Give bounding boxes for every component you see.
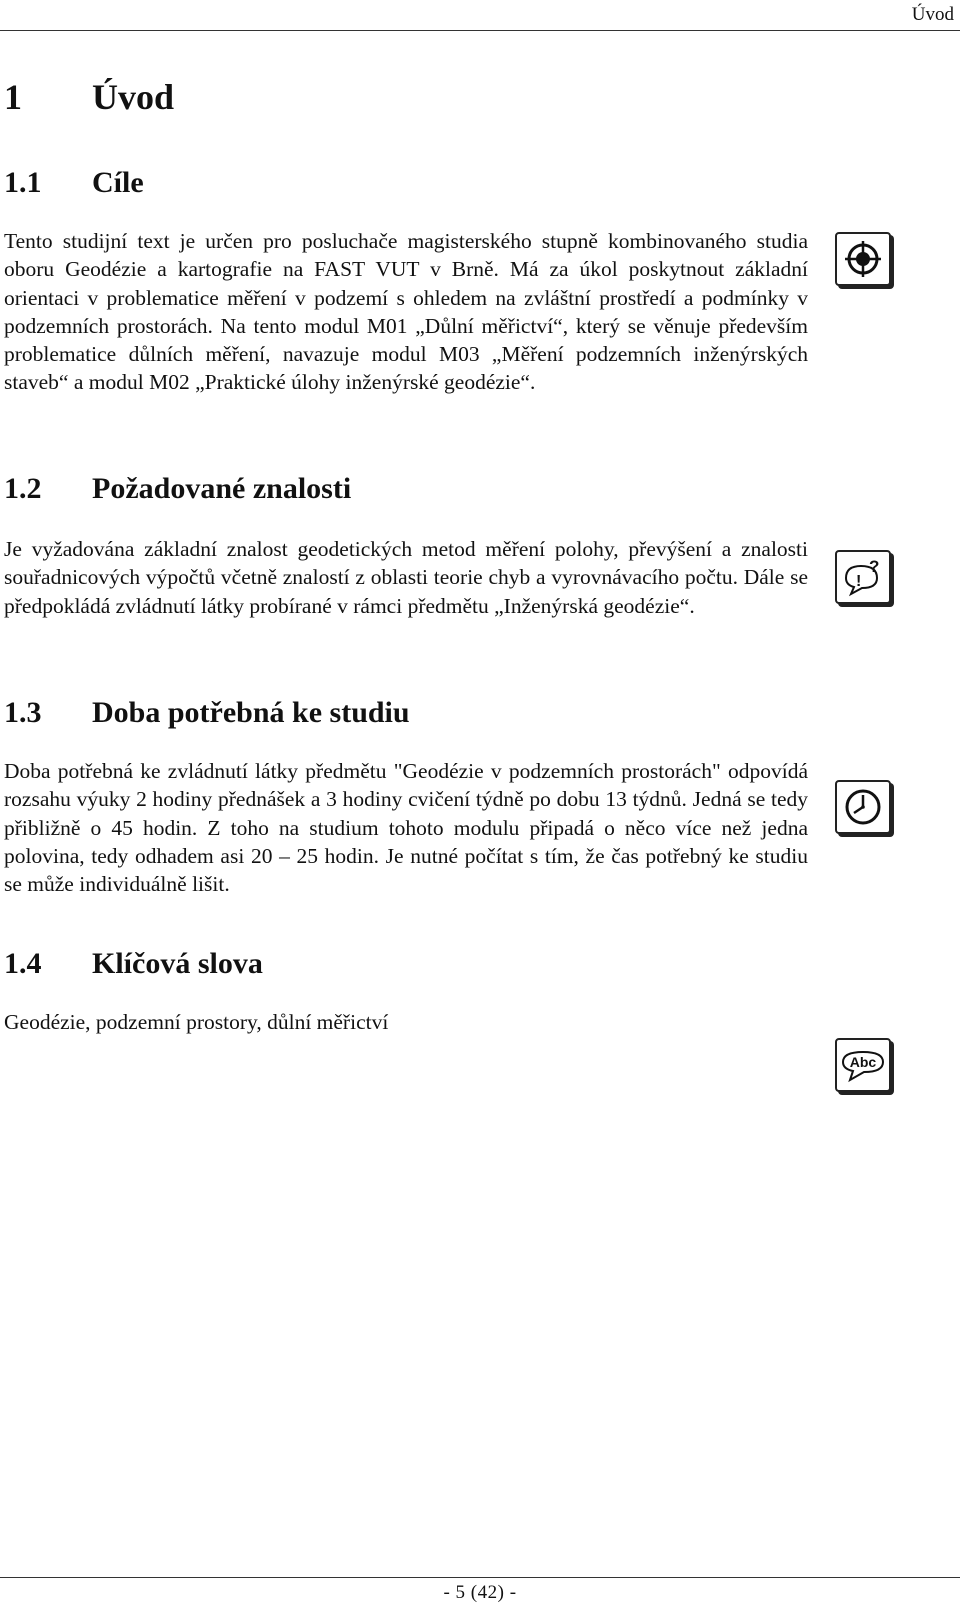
section-title: Požadované znalosti bbox=[92, 472, 352, 505]
section-title: Doba potřebná ke studiu bbox=[92, 696, 410, 729]
chapter-title bbox=[4, 76, 174, 118]
abc-icon-label: Abc bbox=[849, 1054, 877, 1070]
question-speech-icon bbox=[835, 550, 891, 604]
section-number: 1.2 bbox=[4, 472, 42, 505]
abc-speech-icon bbox=[835, 1038, 891, 1092]
page-number: - 5 (42) - bbox=[443, 1582, 517, 1603]
section-heading bbox=[4, 472, 351, 506]
chapter-title-text: Úvod bbox=[92, 77, 175, 117]
header-rule bbox=[0, 30, 960, 31]
section-number: 1.1 bbox=[4, 166, 42, 199]
section-heading bbox=[4, 696, 410, 730]
section-paragraph: Doba potřebná ke zvládnutí látky předmětu "Geodézie v podzemních prostorách" odpovídá rozsahu výuky 2 hodiny přednášek a 3 hodiny cvičení týdně po dobu 13 týdnů. Jedná se tedy přibližně o 45 hodin. Z toho na studium tohoto modulu připadá o něco více než jedna polovina, tedy odhadem asi 20 – 25 hodin. Je nutné počítat s tím, že čas potřebný ke studiu se může individuálně lišit. bbox=[4, 759, 808, 897]
section-title: Cíle bbox=[92, 166, 144, 199]
section-title: Klíčová slova bbox=[92, 947, 263, 980]
clock-icon bbox=[835, 780, 891, 834]
target-icon bbox=[835, 232, 891, 286]
footer-rule bbox=[0, 1577, 960, 1578]
svg-text:?: ? bbox=[869, 557, 880, 576]
section-heading bbox=[4, 947, 263, 981]
section-number: 1.3 bbox=[4, 696, 42, 729]
section-paragraph: Geodézie, podzemní prostory, důlní měřictví bbox=[4, 1010, 389, 1034]
svg-text:!: ! bbox=[856, 573, 862, 590]
section-number: 1.4 bbox=[4, 947, 42, 980]
section-heading bbox=[4, 166, 144, 200]
section-paragraph: Je vyžadována základní znalost geodetických metod měření polohy, převýšení a znalosti souřadnicových výpočtů včetně znalostí z oblasti teorie chyb a vyrovnávacího počtu. Dále se předpokládá zvládnutí látky probírané v rámci předmětu „Inženýrská geodézie“. bbox=[4, 537, 808, 618]
section-paragraph: Tento studijní text je určen pro posluchače magisterského stupně kombinovaného studia oboru Geodézie a kartografie na FAST VUT v Brně. Má za úkol poskytnout základní orientaci v problematice měření v podzemí s ohledem na zvláštní prostředí a podmínky v podzemních prostorách. Na tento modul M01 „Důlní měřictví“, který se věnuje především problematice důlních měření, navazuje modul M03 „Měření podzemních inženýrských staveb“ a modul M02 „Praktické úlohy inženýrské geodézie“. bbox=[4, 229, 808, 395]
chapter-number: 1 bbox=[4, 77, 22, 117]
running-header: Úvod bbox=[911, 4, 954, 25]
